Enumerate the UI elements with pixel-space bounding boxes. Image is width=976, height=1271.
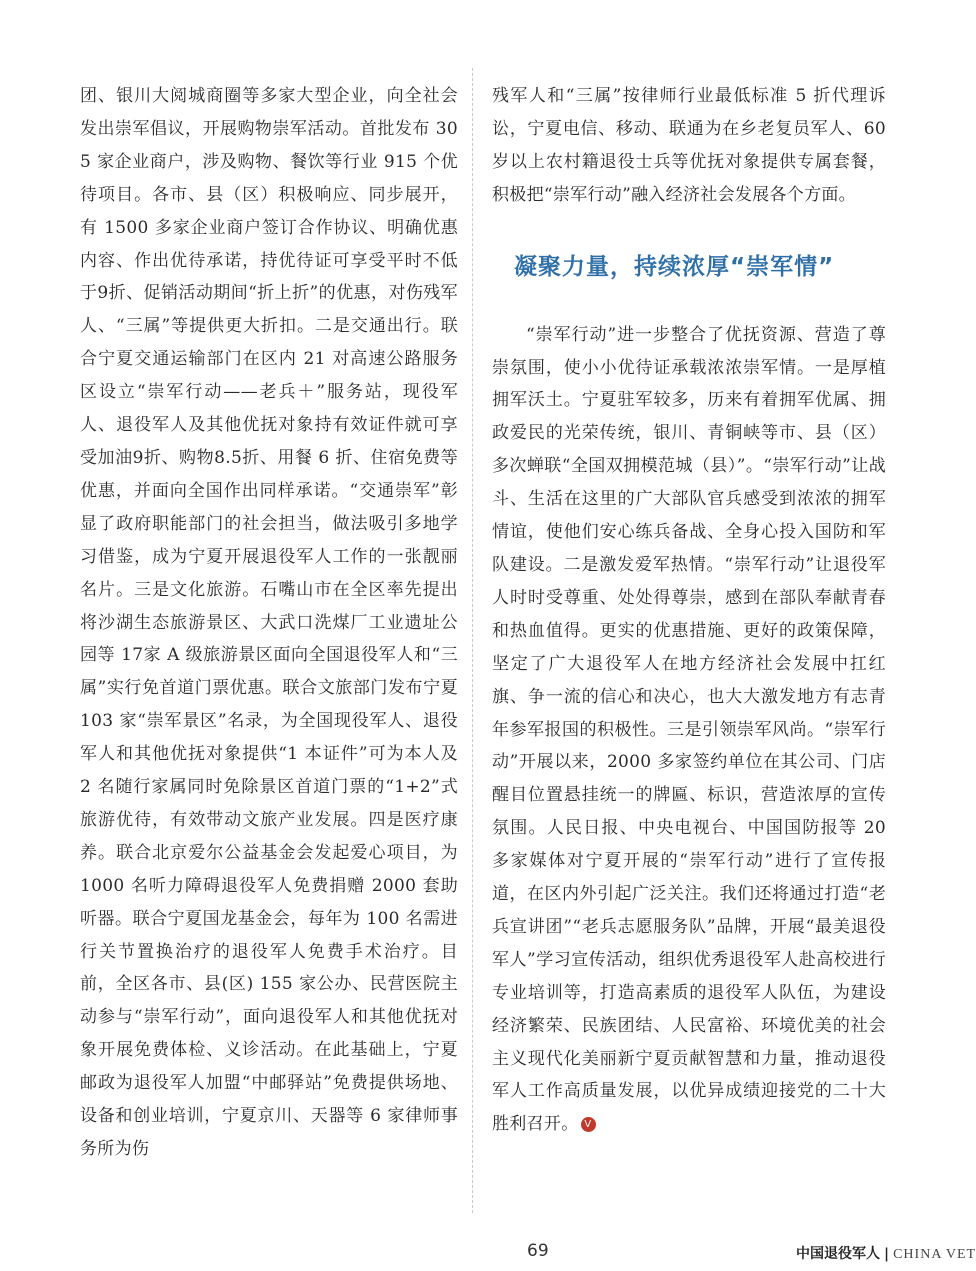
magazine-name-en: CHINA VET [893, 1247, 976, 1262]
body-paragraph: 团、银川大阅城商圈等多家大型企业，向全社会发出崇军倡议，开展购物崇军活动。首批发布 305 家企业商户，涉及购物、餐饮等行业 915 个优待项目。各市、县（区）积极响应、同步展开，有 1500 多家企业商户签订合作协议、明确优惠内容、作出优待承诺，持优待证可享受平时不低于9折、促销活动期间“折上折”的优惠，对伤残军人、“三属”等提供更大折扣。二是交通出行。联合宁夏交通运输部门在区内 21 对高速公路服务区设立“崇军行动——老兵＋”服务站，现役军人、退役军人及其他优抚对象持有效证件就可享受加油9折、购物8.5折、用餐 6 折、住宿免费等优惠，并面向全国作出同样承诺。“交通崇军”彰显了政府职能部门的社会担当，做法吸引多地学习借鉴，成为宁夏开展退役军人工作的一张靓丽名片。三是文化旅游。石嘴山市在全区率先提出将沙湖生态旅游景区、大武口洗煤厂工业遗址公园等 17家 A 级旅游景区面向全国退役军人和“三属”实行免首道门票优惠。联合文旅部门发布宁夏 103 家“崇军景区”名录，为全国现役军人、退役军人和其他优抚对象提供“1 本证件”可为本人及 2 名随行家属同时免除景区首道门票的“1+2”式旅游优待，有效带动文旅产业发展。四是医疗康养。联合北京爱尔公益基金会发起爱心项目，为 1000 名听力障碍退役军人免费捐赠 2000 套助听器。联合宁夏国龙基金会，每年为 100 名需进行关节置换治疗的退役军人免费手术治疗。目前，全区各市、县(区) 155 家公办、民营医院主动参与“崇军行动”，面向退役军人和其他优抚对象开展免费体检、义诊活动。在此基础上，宁夏邮政为退役军人加盟“中邮驿站”免费提供场地、设备和创业培训，宁夏京川、天器等 6 家律师事务所为伤 [80, 86, 458, 1159]
body-paragraph-text: “崇军行动”进一步整合了优抚资源、营造了尊崇氛围，使小小优待证承载浓浓崇军情。一是厚植拥军沃土。宁夏驻军较多，历来有着拥军优属、拥政爱民的光荣传统，银川、青铜峡等市、县（区）多次蝉联“全国双拥模范城（县）”。“崇军行动”让战斗、生活在这里的广大部队官兵感受到浓浓的拥军情谊，使他们安心练兵备战、全身心投入国防和军队建设。二是激发爱军热情。“崇军行动”让退役军人时时受尊重、处处得尊崇，感到在部队奉献青春和热血值得。更实的优惠措施、更好的政策保障，坚定了广大退役军人在地方经济社会发展中扛红旗、争一流的信心和决心，也大大激发地方有志青年参军报国的积极性。三是引领崇军风尚。“崇军行动”开展以来，2000 多家签约单位在其公司、门店醒目位置悬挂统一的牌匾、标识，营造浓厚的宣传氛围。人民日报、中央电视台、中国国防报等 20 多家媒体对宁夏开展的“崇军行动”进行了宣传报道，在区内外引起广泛关注。我们还将通过打造“老兵宣讲团”“老兵志愿服务队”品牌，开展“最美退役军人”学习宣传活动，组织优秀退役军人赴高校进行专业培训等，打造高素质的退役军人队伍，为建设经济繁荣、民族团结、人民富裕、环境优美的社会主义现代化美丽新宁夏贡献智慧和力量，推动退役军人工作高质量发展，以优异成绩迎接党的二十大胜利召开。 [492, 324, 886, 1135]
body-paragraph: 残军人和“三属”按律师行业最低标准 5 折代理诉讼，宁夏电信、移动、联通为在乡老复员军人、60 岁以上农村籍退役士兵等优抚对象提供专属套餐，积极把“崇军行动”融入经济社会发展各个方面。 [492, 86, 886, 205]
column-divider [472, 68, 473, 1213]
section-heading: 凝聚力量，持续浓厚“崇军情” [514, 253, 835, 280]
magazine-logo-icon: V [581, 1117, 596, 1132]
right-column [492, 80, 886, 1141]
body-paragraph [492, 319, 886, 1142]
page-number: 69 [527, 1241, 549, 1261]
footer-separator: | [884, 1246, 890, 1262]
magazine-footer [796, 1243, 976, 1263]
magazine-name-cn: 中国退役军人 [796, 1246, 880, 1262]
left-column [80, 80, 458, 1166]
